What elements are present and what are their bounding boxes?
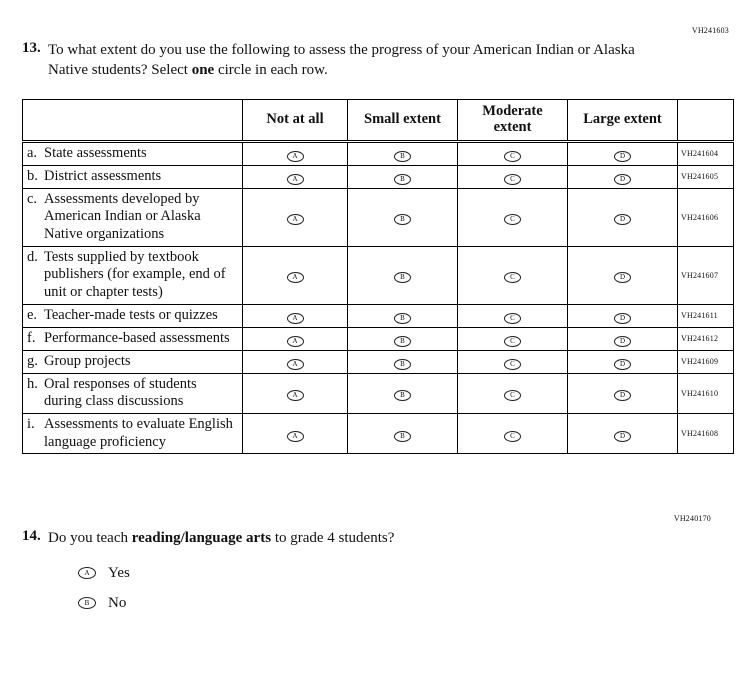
option-cell: [458, 165, 568, 188]
radio-circle-no[interactable]: B: [78, 597, 96, 609]
question-14: [22, 528, 733, 548]
row-stem: [23, 141, 243, 165]
option-cell: [458, 141, 568, 165]
row-stem: [23, 350, 243, 373]
row-code: VH241607: [678, 246, 734, 304]
option-cell: [243, 350, 348, 373]
row-stem: [23, 373, 243, 413]
row-text: Teacher-made tests or quizzes: [44, 306, 218, 323]
option-cell: [568, 373, 678, 413]
option-cell: [458, 373, 568, 413]
option-cell: [568, 165, 678, 188]
table-header-row: [23, 99, 734, 141]
question-14-number: 14.: [22, 528, 41, 545]
radio-circle-c[interactable]: C: [504, 336, 521, 347]
option-cell: [568, 350, 678, 373]
table-row-b: [23, 165, 734, 188]
row-text: Performance-based assessments: [44, 329, 230, 346]
option-cell: [243, 188, 348, 246]
option-cell: [568, 414, 678, 454]
option-no-label: No: [108, 594, 127, 611]
row-stem: [23, 188, 243, 246]
radio-circle-c[interactable]: C: [504, 431, 521, 442]
option-cell: [568, 304, 678, 327]
option-cell: [568, 188, 678, 246]
radio-circle-a[interactable]: A: [287, 359, 304, 370]
option-cell: [568, 246, 678, 304]
row-code: VH241604: [678, 141, 734, 165]
form-code-q13: VH241603: [691, 26, 729, 35]
row-code: VH241606: [678, 188, 734, 246]
option-cell: [568, 327, 678, 350]
row-code: VH241612: [678, 327, 734, 350]
radio-circle-d[interactable]: D: [614, 336, 631, 347]
radio-circle-a[interactable]: A: [287, 174, 304, 185]
table-row-h: [23, 373, 734, 413]
radio-circle-a[interactable]: A: [287, 272, 304, 283]
option-cell: [458, 327, 568, 350]
radio-circle-a[interactable]: A: [287, 336, 304, 347]
option-cell: [458, 188, 568, 246]
option-cell: [243, 327, 348, 350]
option-cell: [243, 165, 348, 188]
radio-circle-b[interactable]: B: [394, 214, 411, 225]
row-letter: b.: [27, 167, 38, 184]
question-14-text: [48, 528, 733, 548]
radio-circle-c[interactable]: C: [504, 214, 521, 225]
form-code-q14: VH240170: [673, 514, 711, 524]
table-row-a: [23, 141, 734, 165]
option-cell: [348, 188, 458, 246]
question-13-text: [48, 40, 733, 81]
row-code: VH241609: [678, 350, 734, 373]
table-row-i: [23, 414, 734, 454]
row-letter: i.: [27, 416, 35, 432]
column-header-large-extent: Large extent: [568, 99, 678, 141]
question-13-text-part2: circle in each row.: [214, 62, 328, 79]
radio-circle-b[interactable]: B: [394, 272, 411, 283]
radio-circle-d[interactable]: D: [614, 214, 631, 225]
radio-circle-c[interactable]: C: [504, 174, 521, 185]
row-stem: [23, 246, 243, 304]
radio-circle-d[interactable]: D: [614, 359, 631, 370]
question-14-options: [78, 565, 733, 612]
row-letter: d.: [27, 248, 38, 265]
question-14-text-part1: Do you teach: [48, 530, 132, 547]
radio-circle-a[interactable]: A: [287, 214, 304, 225]
option-cell: [348, 350, 458, 373]
radio-circle-a[interactable]: A: [287, 431, 304, 442]
option-yes[interactable]: [78, 565, 733, 582]
row-letter: g.: [27, 352, 38, 369]
radio-circle-d[interactable]: D: [614, 390, 631, 401]
radio-circle-d[interactable]: D: [614, 272, 631, 283]
radio-circle-yes[interactable]: A: [78, 567, 96, 579]
row-stem: [23, 304, 243, 327]
radio-circle-b[interactable]: B: [394, 431, 411, 442]
row-text: Oral responses of students during class discussions: [44, 375, 197, 410]
radio-circle-c[interactable]: C: [504, 359, 521, 370]
radio-circle-c[interactable]: C: [504, 313, 521, 324]
column-header-not-at-all: Not at all: [243, 99, 348, 141]
option-yes-label: Yes: [108, 564, 130, 581]
row-text: State assessments: [44, 144, 147, 161]
row-code: VH241611: [678, 304, 734, 327]
option-cell: [348, 165, 458, 188]
header-code-blank: [678, 99, 734, 141]
row-code: VH241610: [678, 373, 734, 413]
option-cell: [348, 246, 458, 304]
row-stem: [23, 165, 243, 188]
option-cell: [458, 304, 568, 327]
row-stem: [23, 414, 243, 454]
row-letter: c.: [27, 190, 38, 207]
row-letter: e.: [27, 306, 38, 323]
question-13-bold: one: [191, 62, 215, 79]
option-cell: [348, 304, 458, 327]
radio-circle-c[interactable]: C: [504, 272, 521, 283]
row-text: Assessments to evaluate English language proficiency: [44, 416, 233, 450]
radio-circle-d[interactable]: D: [614, 174, 631, 185]
radio-circle-d[interactable]: D: [614, 431, 631, 442]
option-cell: [243, 304, 348, 327]
radio-circle-b[interactable]: B: [394, 336, 411, 347]
radio-circle-c[interactable]: C: [504, 151, 521, 162]
option-cell: [458, 350, 568, 373]
radio-circle-a[interactable]: A: [287, 313, 304, 324]
option-cell: [348, 141, 458, 165]
radio-circle-c[interactable]: C: [504, 390, 521, 401]
question-14-bold: reading/language arts: [131, 530, 272, 547]
radio-circle-d[interactable]: D: [614, 313, 631, 324]
option-cell: [348, 373, 458, 413]
table-row-e: [23, 304, 734, 327]
q13-response-table: [22, 99, 734, 455]
option-cell: [458, 414, 568, 454]
column-header-small-extent: Small extent: [348, 99, 458, 141]
column-header-moderate-extent: Moderate extent: [458, 99, 568, 141]
table-row-c: [23, 188, 734, 246]
table-row-d: [23, 246, 734, 304]
table-row-f: [23, 327, 734, 350]
radio-circle-b[interactable]: B: [394, 390, 411, 401]
option-cell: [348, 414, 458, 454]
question-14-block: [22, 514, 733, 611]
question-13-number: 13.: [22, 40, 41, 56]
option-cell: [243, 414, 348, 454]
row-code: VH241608: [678, 414, 734, 454]
row-letter: f.: [27, 329, 36, 346]
question-14-text-part2: to grade 4 students?: [271, 530, 395, 547]
row-letter: a.: [27, 144, 38, 161]
radio-circle-b[interactable]: B: [394, 151, 411, 162]
option-no[interactable]: [78, 595, 733, 612]
option-cell: [243, 246, 348, 304]
option-cell: [348, 327, 458, 350]
table-row-g: [23, 350, 734, 373]
row-text: District assessments: [44, 167, 162, 184]
radio-circle-b[interactable]: B: [394, 313, 411, 324]
row-stem: [23, 327, 243, 350]
row-letter: h.: [27, 375, 38, 392]
radio-circle-b[interactable]: B: [394, 359, 411, 370]
question-13-text-part1: To what extent do you use the following to assess the progress of your American Indian or Alaska Native students? Select: [48, 42, 635, 79]
row-text: Tests supplied by textbook publishers (for example, end of unit or chapter tests): [44, 248, 226, 300]
option-cell: [458, 246, 568, 304]
option-cell: [243, 373, 348, 413]
radio-circle-b[interactable]: B: [394, 174, 411, 185]
header-stem-blank: [23, 99, 243, 141]
option-cell: [243, 141, 348, 165]
row-code: VH241605: [678, 165, 734, 188]
option-cell: [568, 141, 678, 165]
radio-circle-a[interactable]: A: [287, 390, 304, 401]
row-text: Group projects: [44, 352, 131, 369]
row-text: Assessments developed by American Indian or Alaska Native organizations: [44, 190, 201, 242]
radio-circle-a[interactable]: A: [287, 151, 304, 162]
question-13: [22, 40, 733, 81]
radio-circle-d[interactable]: D: [614, 151, 631, 162]
